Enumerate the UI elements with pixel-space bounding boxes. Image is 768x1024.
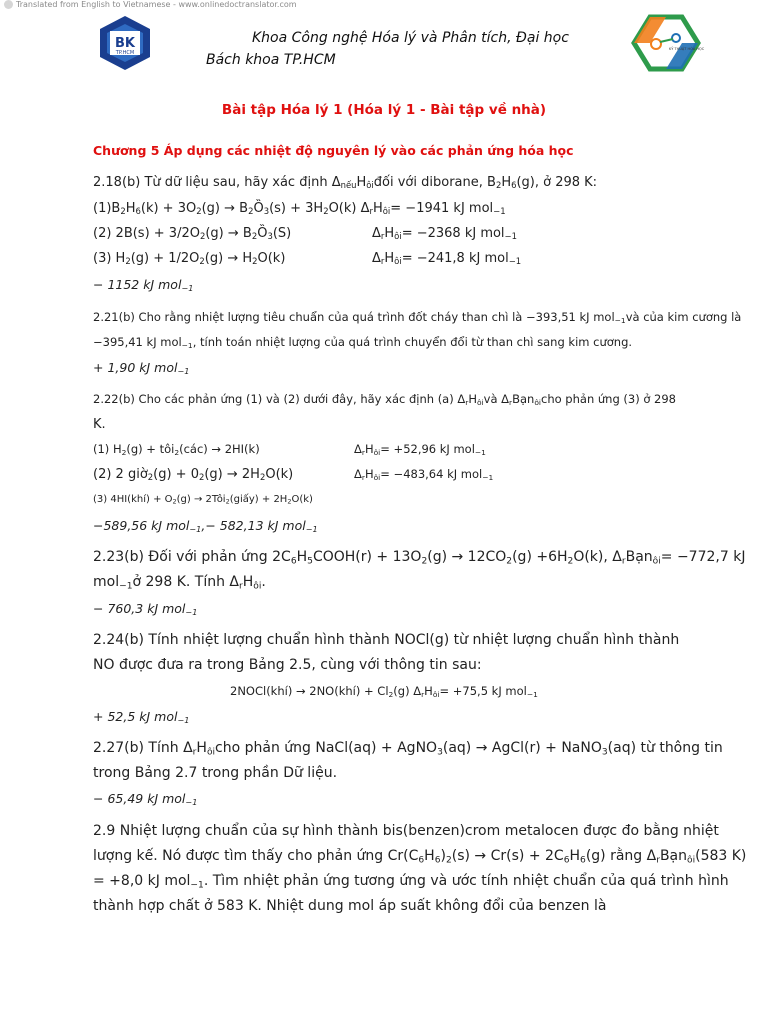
watermark-text: Translated from English to Vietnamese - www.onlinedoctranslator.com <box>16 0 297 9</box>
problem-2-9-line-1: 2.9 Nhiệt lượng chuẩn của sự hình thành bis(benzen)crom metalocen được đo bằng nhiệt <box>93 823 719 839</box>
reaction-2-18-2-enthalpy: $\Delta_rH_{ôi}= -2368$ kJ mol$_{-1}$ <box>372 226 517 242</box>
answer-2-22: −589,56 kJ mol$_{-1}$,− 582,13 kJ mol$_{-1}$ <box>93 518 318 535</box>
problem-2-27-line-1: 2.27(b) Tính $\Delta_rH_{ôi}cho$ phản ứng NaCl(aq) + AgNO$_3$(aq) → AgCl(r) + NaNO$_3$(aq) từ thông tin <box>93 740 723 758</box>
problem-2-23-line-1: 2.23(b) Đối với phản ứng $2C_6H_5COOH(r) + 13O_2(g) \to 12CO_2(g) +6H_2O(k)$, $\Delta_rBạn_{ôi}= -772,7$ kJ <box>93 549 746 567</box>
reaction-2-22-1-enthalpy: $\Delta_rH_{ôi}= +52,96$ kJ mol$_{-1}$ <box>354 442 486 457</box>
problem-2-21-line-1: 2.21(b) Cho rằng nhiệt lượng tiêu chuẩn của quá trình đốt cháy than chì là −393,51 kJ mol$_{-1}$và của kim cương là <box>93 310 742 325</box>
che-logo-text: KỸ THUẬT HÓA HỌC <box>669 47 705 51</box>
reaction-2-18-3-enthalpy: $\Delta_rH_{ôi}= -241,8$ kJ mol$_{-1}$ <box>372 251 522 267</box>
problem-2-22-line-1: 2.22(b) Cho các phản ứng (1) và (2) dưới đây, hãy xác định (a) $\Delta_rH_{ôi}và$ $\Delta_rBạn_{ôi}cho$ phản ứng (3) ở 298 <box>93 392 677 407</box>
answer-2-27: − 65,49 kJ mol$_{-1}$ <box>93 791 198 808</box>
problem-2-9-line-4: thành hợp chất ở 583 K. Nhiệt dung mol áp suất không đổi của benzen là <box>93 898 607 914</box>
problem-2-23-line-2: mol$_{-1}$ở 298 K. Tính $\Delta_rH_{ôi}$. <box>93 574 266 592</box>
problem-2-22-line-2: K. <box>93 417 106 432</box>
header-line-2: Bách khoa TP.HCM <box>206 52 336 68</box>
problem-2-24-line-1: 2.24(b) Tính nhiệt lượng chuẩn hình thành NOCl(g) từ nhiệt lượng chuẩn hình thành <box>93 632 680 648</box>
answer-2-21: + 1,90 kJ mol$_{-1}$ <box>93 360 190 377</box>
reaction-2-22-2: (2) 2 giờ$_2$(g) + $0_2(g) \to 2H_2O(k)$ <box>93 467 294 483</box>
reaction-2-22-2-enthalpy: $\Delta_rH_{ôi}= -483,64$ kJ mol$_{-1}$ <box>354 467 494 482</box>
reaction-2-18-2: (2) $2B(s) + 3/2O_2(g)$ → $B_2Ȍ_3(S)$ <box>93 226 292 242</box>
problem-2-18-statement: 2.18(b) Từ dữ liệu sau, hãy xác định $\Delta_{nếu}H_{ôi}đối$ với diborane, $B_2H_6(g)$, ở 298 K: <box>93 175 598 191</box>
document-title: Bài tập Hóa lý 1 (Hóa lý 1 - Bài tập về nhà) <box>221 102 547 118</box>
chemical-engineering-logo <box>632 14 705 72</box>
answer-2-18: − 1152 kJ mol$_{-1}$ <box>93 277 194 294</box>
problem-2-9-line-2: lượng kế. Nó được tìm thấy cho phản ứng $Cr(C_6H_6)_2(s) \to Cr(s) + 2C_6H_6(g)$ rằng $\Delta_rBạn_{ôi}(583$ K) <box>93 848 747 866</box>
problem-2-24-line-2: NO được đưa ra trong Bảng 2.5, cùng với thông tin sau: <box>93 657 482 673</box>
reaction-2-24: 2NOCl(khí) → 2NO(khí) + $Cl_2(g)$ $\Delta_rH_{ôi}= +75,5$ kJ mol$_{-1}$ <box>230 684 538 699</box>
translator-icon <box>4 0 13 9</box>
problem-2-27-line-2: trong Bảng 2.7 trong phần Dữ liệu. <box>93 765 338 781</box>
problem-2-9-line-3: = +8,0 kJ mol$_{-1}$. Tìm nhiệt phản ứng tương ứng và ước tính nhiệt chuẩn của quá trình hình <box>93 873 729 891</box>
reaction-2-22-1: (1) $H_2(g)$ + tôi$_2$(các) → 2HI(k) <box>93 442 260 457</box>
bk-logo-text: BK <box>115 36 135 51</box>
answer-2-23: − 760,3 kJ mol$_{-1}$ <box>93 601 198 618</box>
header-line-1: Khoa Công nghệ Hóa lý và Phân tích, Đại học <box>252 30 569 46</box>
answer-2-24: + 52,5 kJ mol$_{-1}$ <box>93 709 190 726</box>
reaction-2-18-1: $(1)B_2H_6(k) + 3O_2(g)$ → $B_2Ȍ_3(s) + 3H_2O(k)$ $\Delta_rH_{ôi}= -1941$ kJ mol$_{-1}$ <box>93 201 506 217</box>
bk-university-logo <box>94 14 156 72</box>
translator-watermark <box>4 0 297 9</box>
chapter-heading: Chương 5 Áp dụng các nhiệt độ nguyên lý vào các phản ứng hóa học <box>93 143 574 158</box>
problem-2-21-line-2: −395,41 kJ mol$_{-1}$, tính toán nhiệt lượng của quá trình chuyển đổi từ than chì sang kim cương. <box>93 335 633 350</box>
bk-logo-subtext: TP.HCM <box>115 50 135 56</box>
reaction-2-22-3: (3) 4HI(khí) + $O_2(g)$ → 2Tôi$_2$(giấy) + $2H_2O(k)$ <box>93 494 313 506</box>
reaction-2-18-3: (3) $H_2(g) + 1/2O_2(g) \to H_2O(k)$ <box>93 251 286 267</box>
